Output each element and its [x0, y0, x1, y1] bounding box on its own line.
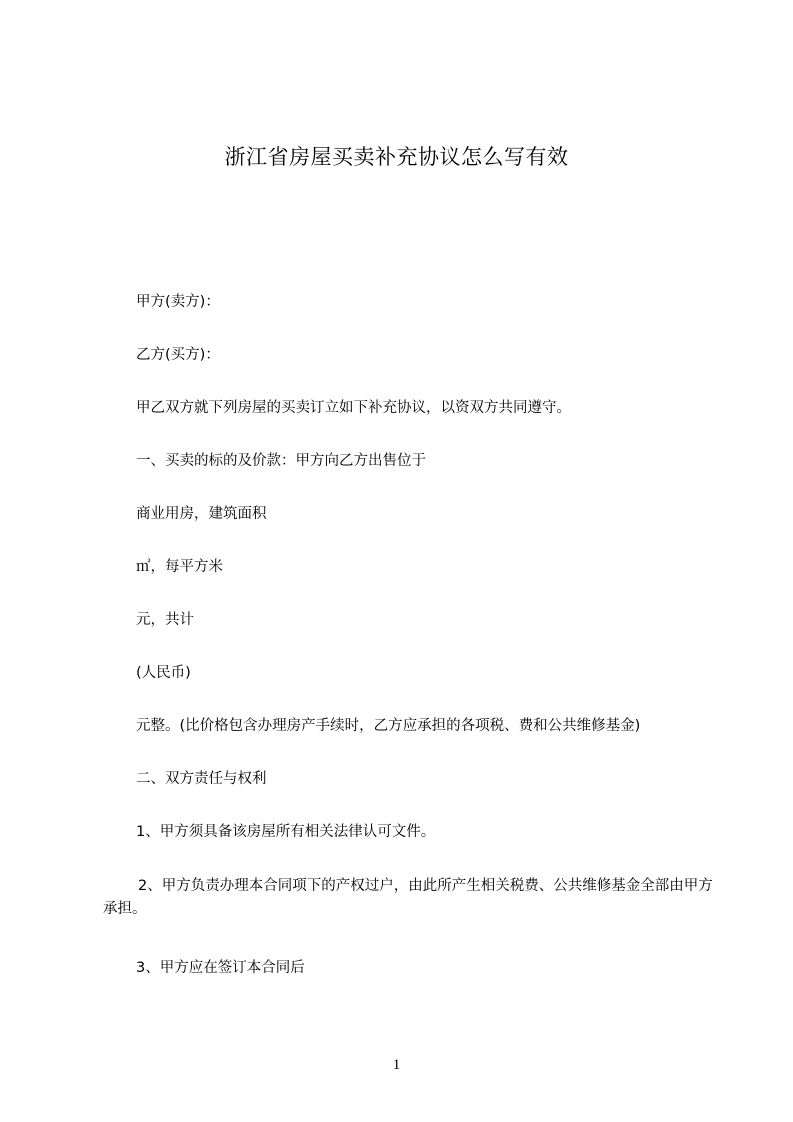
document-title: 浙江省房屋买卖补充协议怎么写有效	[224, 145, 569, 169]
paragraph-clause-1: 1、甲方须具备该房屋所有相关法律认可文件。	[136, 824, 436, 840]
paragraph-clause-3: 3、甲方应在签订本合同后	[136, 960, 305, 976]
paragraph-building-area: 商业用房，建筑面积	[136, 506, 267, 522]
paragraph-unit-price: ㎡，每平方米	[136, 559, 223, 575]
paragraph-rmb: (人民币)	[136, 665, 191, 681]
paragraph-section-two: 二、双方责任与权利	[136, 771, 267, 787]
paragraph-clause-2: 2、甲方负责办理本合同项下的产权过户，由此所产生相关税费、公共维修基金全部由甲方承担。	[103, 878, 713, 917]
paragraph-party-b: 乙方(买方)：	[136, 347, 220, 363]
paragraph-price-note: 元整。(比价格包含办理房产手续时，乙方应承担的各项税、费和公共维修基金)	[136, 718, 641, 734]
paragraph-total: 元，共计	[136, 612, 194, 628]
paragraph-section-one: 一、买卖的标的及价款：甲方向乙方出售位于	[136, 453, 426, 469]
page-number: 1	[392, 1057, 401, 1073]
paragraph-party-a: 甲方(卖方)：	[136, 294, 220, 310]
paragraph-agreement-intro: 甲乙双方就下列房屋的买卖订立如下补充协议，以资双方共同遵守。	[136, 400, 571, 416]
